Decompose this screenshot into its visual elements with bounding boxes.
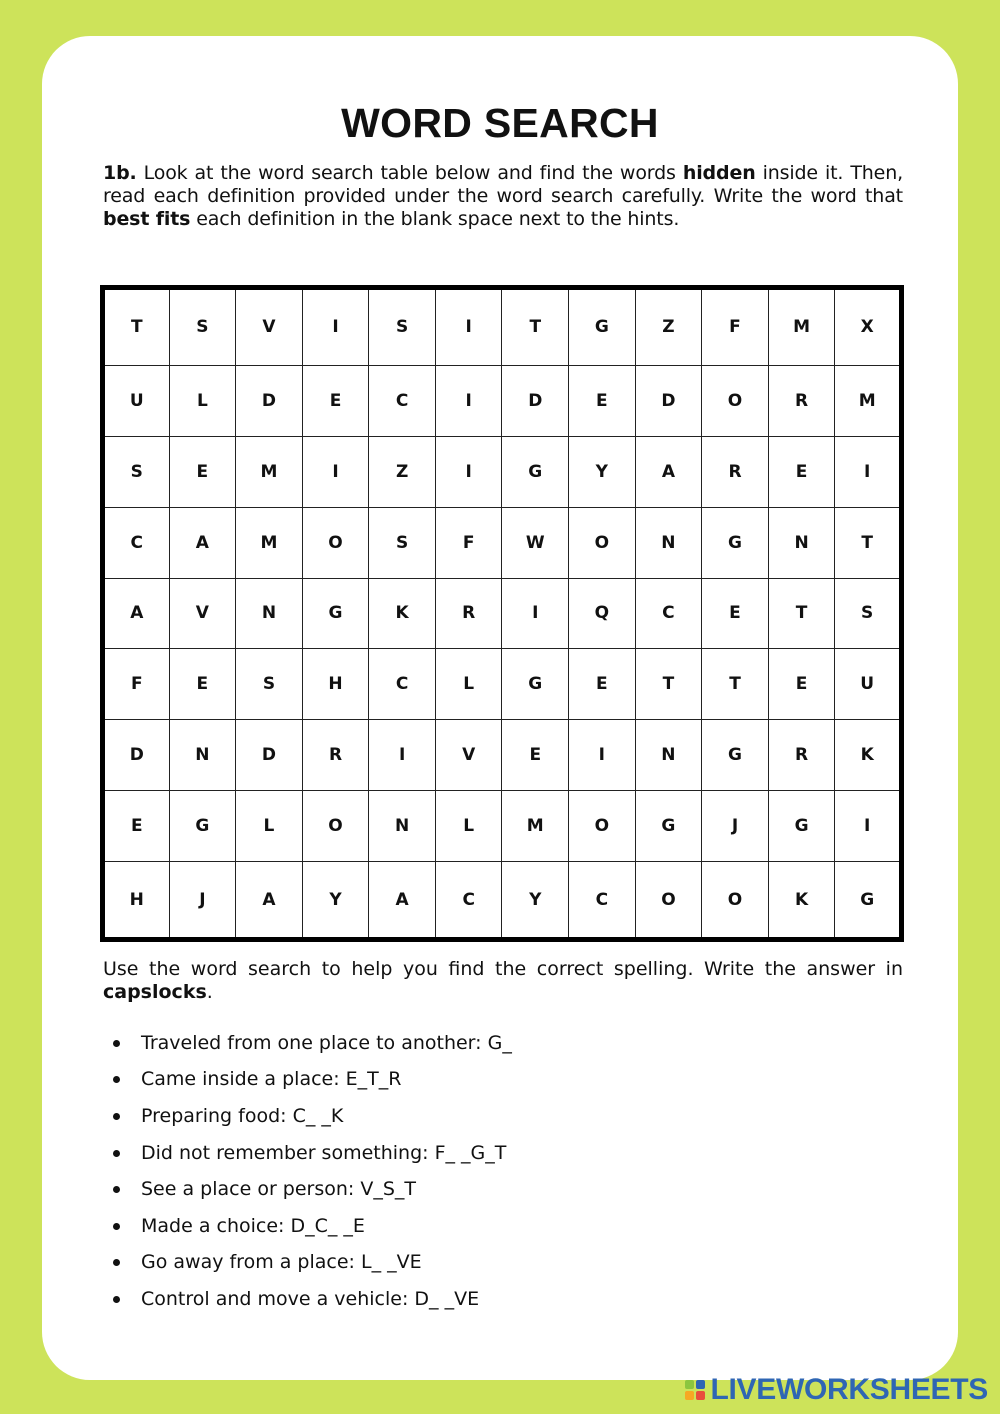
brand-name: LIVEWORKSHEETS: [710, 1373, 988, 1406]
bullet-icon: [113, 1040, 120, 1047]
grid-cell: N: [369, 791, 436, 862]
grid-cell: M: [236, 507, 303, 578]
grid-cell: F: [435, 507, 502, 578]
hint-text: Go away from a place: L_ _VE: [141, 1251, 422, 1274]
bullet-icon: [113, 1076, 120, 1083]
grid-cell: N: [635, 507, 702, 578]
grid-cell: L: [435, 791, 502, 862]
hint-item: [113, 1245, 512, 1282]
brand-footer: [685, 1372, 989, 1408]
grid-cell: G: [835, 862, 902, 940]
grid-cell: E: [302, 365, 369, 436]
bullet-icon: [113, 1186, 120, 1193]
grid-cell: S: [369, 507, 436, 578]
grid-cell: R: [302, 720, 369, 791]
grid-cell: J: [169, 862, 236, 940]
grid-row: [103, 862, 902, 940]
grid-cell: R: [702, 436, 769, 507]
hint-text: Made a choice: D_C_ _E: [141, 1214, 365, 1237]
grid-cell: C: [369, 365, 436, 436]
bullet-icon: [113, 1259, 120, 1266]
grid-cell: M: [502, 791, 569, 862]
grid-cell: N: [169, 720, 236, 791]
hint-text: Did not remember something: F_ _G_T: [141, 1141, 507, 1164]
grid-cell: T: [103, 288, 170, 366]
grid-cell: G: [302, 578, 369, 649]
grid-cell: W: [502, 507, 569, 578]
grid-cell: E: [768, 649, 835, 720]
grid-cell: N: [635, 720, 702, 791]
grid-cell: D: [635, 365, 702, 436]
grid-cell: K: [835, 720, 902, 791]
hint-list: [113, 1025, 512, 1318]
grid-cell: N: [236, 578, 303, 649]
grid-cell: I: [369, 720, 436, 791]
hint-item: [113, 1025, 512, 1062]
grid-cell: M: [768, 288, 835, 366]
grid-cell: C: [635, 578, 702, 649]
grid-cell: T: [702, 649, 769, 720]
grid-cell: O: [702, 365, 769, 436]
grid-cell: O: [702, 862, 769, 940]
bullet-icon: [113, 1113, 120, 1120]
grid-cell: I: [569, 720, 636, 791]
grid-cell: E: [702, 578, 769, 649]
grid-cell: Z: [635, 288, 702, 366]
grid-cell: M: [835, 365, 902, 436]
exercise-label: 1b.: [103, 162, 137, 184]
grid-cell: E: [103, 791, 170, 862]
grid-cell: E: [569, 365, 636, 436]
page-title: WORD SEARCH: [341, 100, 659, 146]
hint-text: Came inside a place: E_T_R: [141, 1068, 402, 1091]
grid-cell: R: [768, 720, 835, 791]
grid-cell: V: [236, 288, 303, 366]
grid-row: [103, 578, 902, 649]
bullet-icon: [113, 1150, 120, 1157]
grid-cell: V: [435, 720, 502, 791]
grid-cell: L: [169, 365, 236, 436]
grid-cell: H: [103, 862, 170, 940]
hint-text: Control and move a vehicle: D_ _VE: [141, 1287, 480, 1310]
instructions-paragraph: 1b. Look at the word search table below and find the words hidden inside it. Then, read each definition provided under the word search carefully. Write the word that best fits each definition in the blank space next to the hints.: [103, 162, 903, 230]
grid-cell: S: [369, 288, 436, 366]
grid-cell: R: [768, 365, 835, 436]
grid-cell: D: [103, 720, 170, 791]
grid-cell: G: [569, 288, 636, 366]
grid-cell: I: [435, 365, 502, 436]
usage-instructions: Use the word search to help you find the correct spelling. Write the answer in capslocks.: [103, 958, 903, 1003]
hint-text: Preparing food: C_ _K: [141, 1104, 344, 1127]
grid-cell: H: [302, 649, 369, 720]
grid-row: [103, 720, 902, 791]
grid-cell: L: [435, 649, 502, 720]
grid-cell: A: [103, 578, 170, 649]
grid-row: [103, 288, 902, 366]
grid-cell: J: [702, 791, 769, 862]
grid-cell: S: [236, 649, 303, 720]
grid-cell: U: [835, 649, 902, 720]
grid-cell: T: [635, 649, 702, 720]
grid-cell: D: [502, 365, 569, 436]
grid-cell: S: [103, 436, 170, 507]
grid-cell: F: [702, 288, 769, 366]
grid-cell: G: [702, 720, 769, 791]
grid-cell: S: [169, 288, 236, 366]
grid-cell: L: [236, 791, 303, 862]
grid-cell: Y: [302, 862, 369, 940]
grid-cell: G: [702, 507, 769, 578]
grid-cell: C: [103, 507, 170, 578]
hint-text: See a place or person: V_S_T: [141, 1178, 417, 1201]
grid-cell: M: [236, 436, 303, 507]
grid-cell: A: [236, 862, 303, 940]
grid-cell: O: [569, 507, 636, 578]
hint-item: [113, 1098, 512, 1135]
grid-cell: I: [502, 578, 569, 649]
grid-cell: F: [103, 649, 170, 720]
grid-cell: Q: [569, 578, 636, 649]
grid-cell: I: [835, 436, 902, 507]
grid-cell: K: [768, 862, 835, 940]
grid-cell: N: [768, 507, 835, 578]
grid-cell: S: [835, 578, 902, 649]
grid-cell: T: [835, 507, 902, 578]
grid-cell: T: [768, 578, 835, 649]
grid-cell: X: [835, 288, 902, 366]
grid-cell: O: [569, 791, 636, 862]
grid-cell: E: [502, 720, 569, 791]
bullet-icon: [113, 1296, 120, 1303]
grid-cell: T: [502, 288, 569, 366]
grid-cell: G: [768, 791, 835, 862]
hint-item: [113, 1135, 512, 1172]
grid-row: [103, 365, 902, 436]
hint-text: Traveled from one place to another: G_: [141, 1031, 512, 1054]
grid-cell: A: [369, 862, 436, 940]
hint-item: [113, 1208, 512, 1245]
grid-row: [103, 791, 902, 862]
grid-row: [103, 649, 902, 720]
grid-cell: E: [768, 436, 835, 507]
grid-cell: G: [502, 436, 569, 507]
grid-cell: Z: [369, 436, 436, 507]
grid-cell: I: [435, 288, 502, 366]
grid-cell: E: [169, 436, 236, 507]
grid-cell: R: [435, 578, 502, 649]
grid-cell: A: [169, 507, 236, 578]
word-search-grid: [100, 285, 904, 942]
bullet-icon: [113, 1223, 120, 1230]
hint-item: [113, 1062, 512, 1099]
grid-cell: G: [169, 791, 236, 862]
grid-cell: O: [302, 791, 369, 862]
grid-cell: Y: [502, 862, 569, 940]
grid-cell: C: [435, 862, 502, 940]
grid-cell: O: [302, 507, 369, 578]
grid-cell: I: [835, 791, 902, 862]
hint-item: [113, 1171, 512, 1208]
grid-cell: G: [502, 649, 569, 720]
grid-cell: A: [635, 436, 702, 507]
grid-cell: O: [635, 862, 702, 940]
grid-cell: C: [369, 649, 436, 720]
grid-cell: C: [569, 862, 636, 940]
grid-cell: D: [236, 365, 303, 436]
grid-cell: V: [169, 578, 236, 649]
grid-cell: G: [635, 791, 702, 862]
grid-cell: I: [435, 436, 502, 507]
grid-cell: K: [369, 578, 436, 649]
grid-cell: E: [569, 649, 636, 720]
grid-cell: I: [302, 288, 369, 366]
grid-cell: U: [103, 365, 170, 436]
hint-item: [113, 1281, 512, 1318]
grid-cell: I: [302, 436, 369, 507]
grid-cell: D: [236, 720, 303, 791]
grid-cell: Y: [569, 436, 636, 507]
liveworksheets-logo-icon: [685, 1380, 705, 1400]
grid-row: [103, 436, 902, 507]
grid-row: [103, 507, 902, 578]
grid-cell: E: [169, 649, 236, 720]
